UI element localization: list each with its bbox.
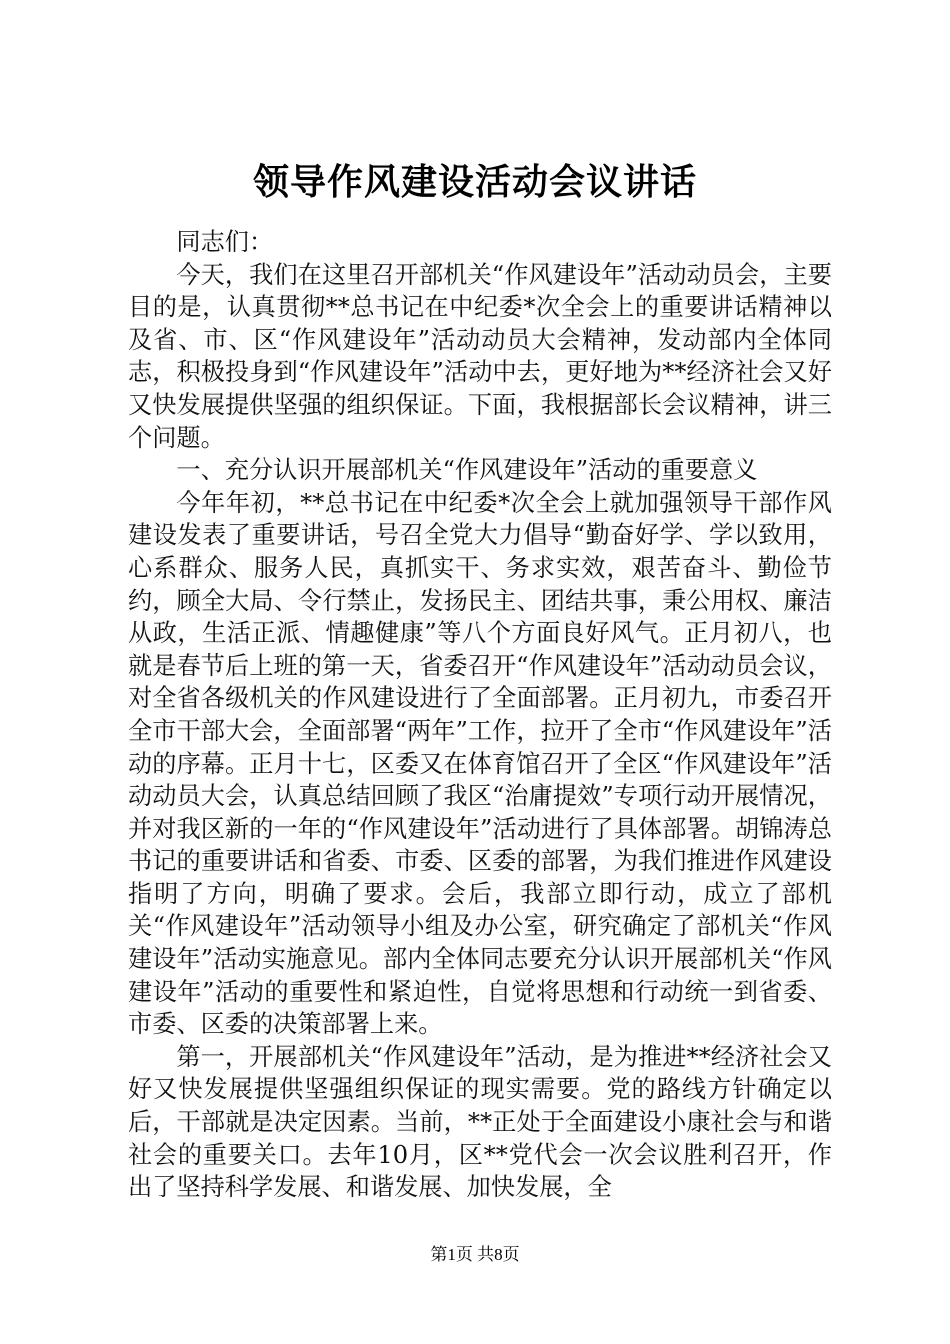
- paragraph-salutation: 同志们：: [176, 228, 274, 256]
- page-footer: 第1页 共8页: [430, 1245, 520, 1264]
- paragraph-intro: 今天，我们在这里召开部机关“作风建设年”活动动员会，主要目的是，认真贯彻**总书记在中纪委*次全会上的重要讲话精神以及省、市、区“作风建设年”活动动员大会精神，发动部内全体同志，积极投身到“作风建设年”活动中去，更好地为**经济社会又好又快发展提供坚强的组织保证。下面，我根据部长会议精神，讲三个问题。: [128, 260, 832, 452]
- section-heading-1: 一、充分认识开展部机关“作风建设年”活动的重要意义: [176, 456, 758, 485]
- document-body: [128, 226, 832, 1204]
- paragraph-point-1: 第一，开展部机关“作风建设年”活动，是为推进**经济社会又好又快发展提供坚强组织保证的现实需要。党的路线方针确定以后，干部就是决定因素。当前，**正处于全面建设小康社会与和谐社会的重要关口。去年10月，区**党代会一次会议胜利召开，作出了坚持科学发展、和谐发展、加快发展，全: [128, 1042, 832, 1202]
- paragraph-background: 今年年初，**总书记在中纪委*次全会上就加强领导干部作风建设发表了重要讲话，号召全党大力倡导“勤奋好学、学以致用，心系群众、服务人民，真抓实干、务求实效，艰苦奋斗、勤俭节约，顾全大局、令行禁止，发扬民主、团结共事，秉公用权、廉洁从政，生活正派、情趣健康”等八个方面良好风气。正月初八，也就是春节后上班的第一天，省委召开“作风建设年”活动动员会议，对全省各级机关的作风建设进行了全面部署。正月初九，市委召开全市干部大会，全面部署“两年”工作，拉开了全市“作风建设年”活动的序幕。正月十七，区委又在体育馆召开了全区“作风建设年”活动动员大会，认真总结回顾了我区“治庸提效”专项行动开展情况，并对我区新的一年的“作风建设年”活动进行了具体部署。胡锦涛总书记的重要讲话和省委、市委、区委的部署，为我们推进作风建设指明了方向，明确了要求。会后，我部立即行动，成立了部机关“作风建设年”活动领导小组及办公室，研究确定了部机关“作风建设年”活动实施意见。部内全体同志要充分认识开展部机关“作风建设年”活动的重要性和紧迫性，自觉将思想和行动统一到省委、市委、区委的决策部署上来。: [128, 488, 832, 1039]
- document-title: 领导作风建设活动会议讲话: [252, 161, 697, 203]
